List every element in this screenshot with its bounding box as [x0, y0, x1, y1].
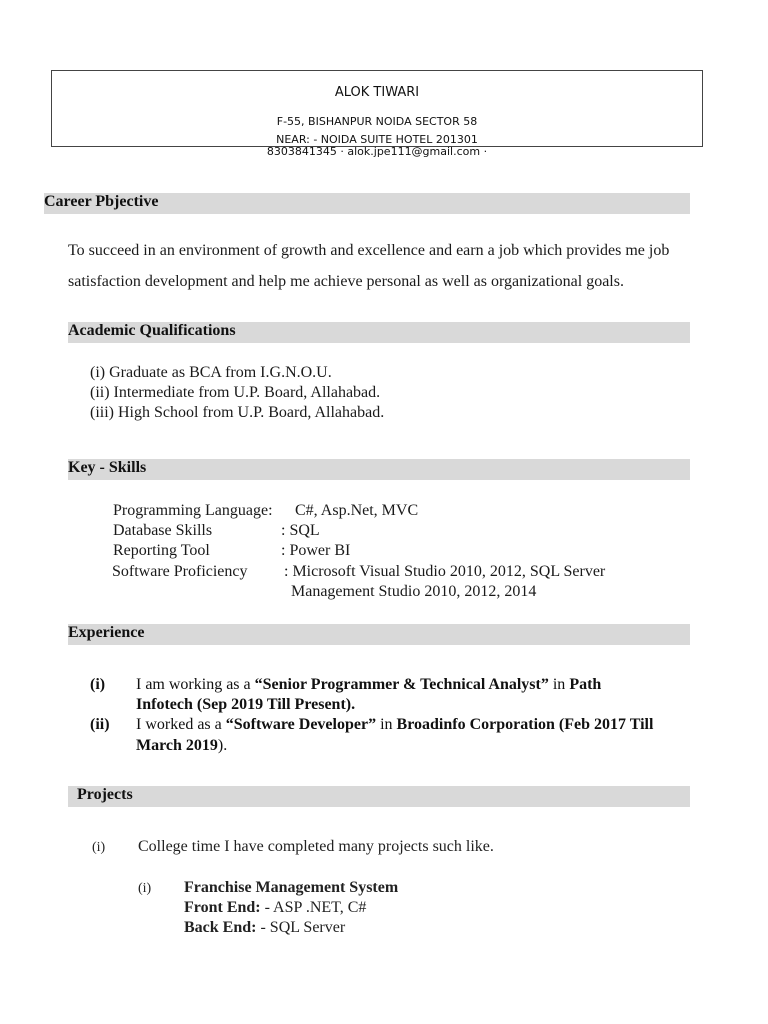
- projects-heading-bar: [68, 786, 690, 807]
- front-end-label: Front End:: [184, 899, 261, 916]
- back-end-label: Back End:: [184, 919, 257, 936]
- experience-company: Path: [569, 676, 602, 693]
- project-intro: College time I have completed many projects such like.: [138, 838, 494, 855]
- contact-line: 8303841345 · alok.jpe111@gmail.com ·: [266, 145, 488, 158]
- experience-text: in: [376, 716, 397, 733]
- header-box: [51, 70, 703, 147]
- skill-value: : Power BI: [281, 542, 351, 559]
- academic-item: (iii) High School from U.P. Board, Allahabad.: [90, 404, 385, 421]
- experience-end-date: March 2019: [136, 737, 218, 754]
- skills-heading-bar: [68, 459, 690, 480]
- skill-label: Software Proficiency: [112, 563, 248, 580]
- experience-text: ).: [217, 737, 228, 754]
- experience-heading: Experience: [68, 624, 145, 641]
- experience-item-1: [136, 676, 601, 694]
- address-line-2: NEAR: - NOIDA SUITE HOTEL 201301: [276, 133, 478, 146]
- experience-company: Broadinfo Corporation (Feb 2017 Till: [396, 716, 654, 733]
- skill-value: C#, Asp.Net, MVC: [295, 502, 419, 519]
- experience-item-2: [136, 716, 653, 734]
- experience-role: “Senior Programmer & Technical Analyst”: [254, 676, 549, 693]
- project-name: Franchise Management System: [184, 879, 399, 896]
- candidate-name: ALOK TIWARI: [334, 85, 420, 100]
- skill-value-continuation: Management Studio 2010, 2012, 2014: [291, 583, 537, 600]
- skills-heading: Key - Skills: [68, 459, 147, 476]
- project-intro-number: (i): [92, 840, 106, 855]
- experience-date-line-2: [136, 737, 227, 755]
- career-heading: Career Pbjective: [44, 193, 159, 210]
- experience-number: (i): [90, 676, 106, 693]
- project-back-end: [184, 919, 345, 937]
- experience-company-line-2: Infotech (Sep 2019 Till Present).: [136, 696, 356, 713]
- experience-heading-bar: [68, 624, 690, 645]
- front-end-value: - ASP .NET, C#: [260, 899, 367, 916]
- experience-number: (ii): [90, 716, 110, 733]
- academic-item: (i) Graduate as BCA from I.G.N.O.U.: [90, 364, 332, 381]
- experience-text: I am working as a: [136, 676, 255, 693]
- projects-heading: Projects: [77, 786, 133, 803]
- project-sub-number: (i): [138, 881, 152, 896]
- experience-role: “Software Developer”: [225, 716, 377, 733]
- experience-text: I worked as a: [136, 716, 226, 733]
- address-line-1: F-55, BISHANPUR NOIDA SECTOR 58: [276, 115, 478, 128]
- skill-value: : Microsoft Visual Studio 2010, 2012, SQL Server: [284, 563, 606, 580]
- experience-text: in: [548, 676, 570, 693]
- academic-heading: Academic Qualifications: [68, 322, 236, 339]
- back-end-value: - SQL Server: [256, 919, 346, 936]
- career-text-line-2: satisfaction development and help me achieve personal as well as organizational goals.: [68, 273, 624, 290]
- academic-item: (ii) Intermediate from U.P. Board, Allahabad.: [90, 384, 381, 401]
- skill-label: Programming Language:: [113, 502, 273, 519]
- project-front-end: [184, 899, 366, 917]
- skill-value: : SQL: [281, 522, 320, 539]
- career-text-line-1: To succeed in an environment of growth and excellence and earn a job which provides me job: [68, 242, 670, 259]
- skill-label: Reporting Tool: [113, 542, 210, 559]
- skill-label: Database Skills: [113, 522, 213, 539]
